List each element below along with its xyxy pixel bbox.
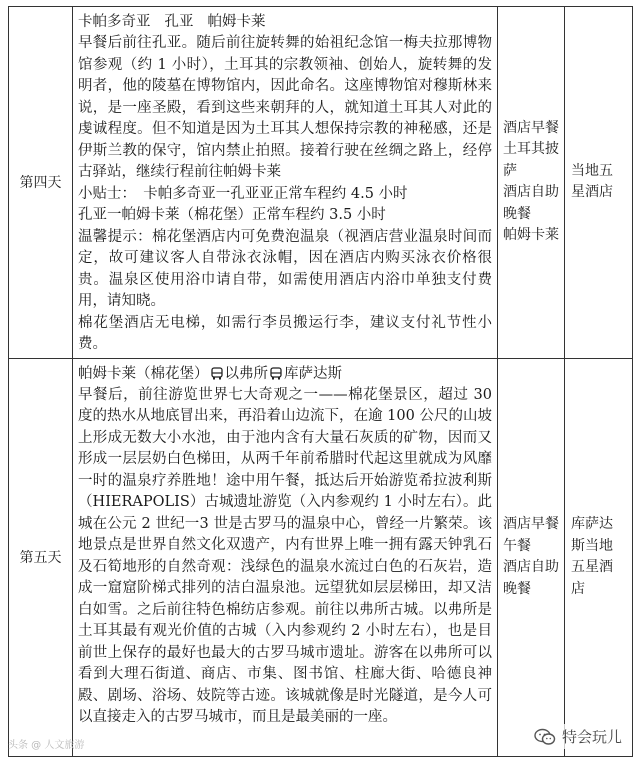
day-label: 第四天: [9, 7, 73, 359]
hotel-text: 当地五星酒店: [571, 162, 613, 201]
route-stop: 库萨达斯: [284, 365, 342, 382]
itinerary-row-day4: [9, 7, 633, 359]
route-stop: 帕姆卡莱（棉花堡）: [78, 365, 209, 382]
tip-line: 孔亚一帕姆卡莱（棉花堡）正常车程约 3.5 小时: [78, 207, 386, 223]
description-paragraph: 早餐后前往孔亚。随后前往旋转舞的始祖纪念馆一梅夫拉那博物馆参观（约 1 小时），土耳其的宗教领袖、创始人，旋转舞的发明者，他的陵墓在博物馆内，因此命名。这座博物馆对穆斯林来说，是一座圣殿，看到这些来朝拜的人，就知道土耳其人对此的虔诚程度。但不知道是因为土耳其人想保持宗教的神秘感，还是伊斯兰教的保守，馆内禁止拍照。接着行驶在丝绸之路上，经停古驿站，继续行程前往帕姆卡莱: [78, 35, 492, 180]
description-paragraph: 早餐后，前往游览世界七大奇观之一——棉花堡景区，超过 30 度的热水从地底冒出来，再沿着山边流下，在逾 100 公尺的山坡上形成无数大小水池，由于池内含有大量石灰质的矿物，因而又形成一层层奶白色梯田，从两千年前希腊时代起这里就成为风靡一时的温泉疗养胜地！途中用午餐，抵达后开始游览希拉波利斯（HIERAPOLIS）古城遗址游览（入内参观约 1 小时左右）。此城在公元 2 世纪一3 世是古罗马的温泉中心，曾经一片繁荣。该地景点是世界自然文化双遗产，内有世界上唯一拥有露天钟乳石及石筍地形的自然奇观：浅绿色的温泉水流过白色的石灰岩，造成一窟窟阶梯式排列的洁白温泉池。远望犹如层层梯田，却又洁白如雪。之后前往特色棉纺店参观。前往以弗所古城。以弗所是土耳其最有观光价值的古城（入内参观约 2 小时左右），也是目前世上保存的最好也最大的古罗马城市遗址。游客在以弗所可以看到大理石街道、商店、市集、图书馆、柱廊大街、哈德良神殿、剧场、浴场、妓院等古迹。该城就像是时光隧道，是今人可以直接走入的古罗马城市，而且是最美丽的一座。: [78, 386, 492, 725]
notice-paragraph: 棉花堡酒店无电梯，如需行李员搬运行李，建议支付礼节性小费。: [78, 314, 492, 352]
watermark-text: 特会玩儿: [561, 728, 622, 746]
itinerary-table: [8, 6, 633, 757]
meal-text: 酒店早餐 土耳其披萨 酒店自助晚餐 帕姆卡莱: [503, 119, 559, 244]
notice-paragraph: 温馨提示：棉花堡酒店内可免费泡温泉（视酒店营业温泉时间而定，故可建议客人自带泳衣泳帽，因在酒店内购买泳衣价格很贵。温泉区使用浴巾请自带，如需使用酒店内浴巾单独支付费用，请知晓。: [78, 228, 492, 309]
route-stop: 卡帕多奇亚: [78, 14, 151, 30]
meal-cell: [498, 7, 565, 359]
tip-line: 小贴士： 卡帕多奇亚一孔亚亚正常车程约 4.5 小时: [78, 185, 408, 202]
hotel-cell: [565, 7, 633, 359]
account-watermark: [530, 724, 626, 749]
route-stop: 以弗所: [224, 365, 268, 382]
itinerary-row-day5: [9, 358, 633, 756]
source-caption: 头条 @ 人文旅游: [8, 740, 85, 751]
route-title: [78, 363, 492, 385]
meal-text: 酒店早餐 午餐 酒店自助晚餐: [503, 516, 559, 597]
hotel-text: 库萨达斯当地五星酒店: [571, 516, 613, 597]
hotel-cell: [565, 358, 633, 756]
day-label: 第五天: [9, 358, 73, 756]
bus-icon: [211, 367, 223, 380]
day-description: [73, 358, 498, 756]
wechat-icon: [534, 728, 556, 746]
bus-icon: [270, 367, 282, 380]
day-description: [73, 7, 498, 359]
route-stop: 孔亚: [164, 14, 194, 30]
meal-cell: [498, 358, 565, 756]
route-stop: 帕姆卡莱: [207, 14, 266, 30]
route-title: [78, 11, 492, 33]
